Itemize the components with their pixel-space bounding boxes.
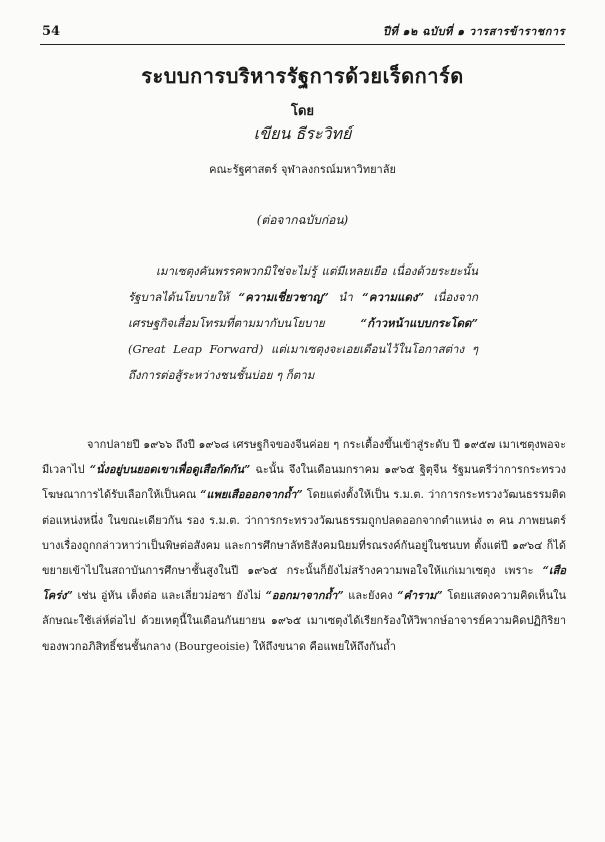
quoted-phrase: “ความแดง” [362, 290, 425, 304]
body-text: โดยแสดงความคิดเห็นในลักษณะใช้เล่ห์ต่อไป ด้วยเหตุนี้ในเดือนกันยายน ๑๙๖๕ เมาเซตุงได้เรียกร้องให้วิพากษ์อาจารย์ความคิดปฏิกิริยาของพวกอภิสิทธิ์ชนชั้นกลาง [42, 589, 567, 653]
epigraph-text: เนื่องจากเศรษฐกิจเสื่อมโทรมที่ตามมากับนโยบาย [128, 290, 479, 330]
english-term: (Great Leap Forward) [128, 342, 264, 356]
epigraph-text: แต่เมาเซตุงจะเอยเดือนไว้ในโอกาสต่าง ๆ ถึงการต่อสู้ระหว่างชนชั้นบ่อย ๆ ก็ตาม [128, 342, 478, 382]
article-title: ระบบการบริหารรัฐการด้วยเร็ดการ์ด [141, 64, 464, 88]
epigraph-text: เมาเซตุงคันพรรคพวกมิใช่จะไม่รู้ แต่มีเหลยเยือ เนื่องด้วยระยะนั้น รัฐบาลได้นโยบายให้ [128, 264, 478, 304]
english-term: (Bourgeoisie) [174, 639, 250, 653]
page-header [42, 22, 565, 40]
body-text: โดยแต่งตั้งให้เป็น ร.ม.ต. ว่าการกระทรวงวัฒนธรรมติดต่อแหน่งหนึ่ง ในขณะเดียวกัน รอง ร.ม.ต. ว่าการกระทรวงวัฒนธรรมถูกปลดออกจากตำแหน่ง ๓ คน ภาพยนตร์บางเรื่องถูกกล่าวหาว่าเป็นพิษต่อสังคม และการศึกษาลัทธิสังคมนิยมที่รณรงค์กันอยู่ในชนบท ตั้งแต่ปี ๑๙๖๔ ก็ได้ขยายเข้าไปในสถาบันการศึกษาชั้นสูงในปี ๑๙๖๕ กระนั้นก็ยังไม่สร้างความพอใจให้แก่เมาเซตุง เพราะ [42, 488, 567, 578]
running-head: ปีที่ ๑๒ ฉบับที่ ๑ วารสารข้าราชการ [382, 25, 565, 38]
body-paragraph [42, 432, 566, 659]
author-name: เขียน ธีระวิทย์ [253, 124, 352, 143]
body-text: ให้ถึงขนาด คือแพยให้ถึงกันถ้ำ [253, 639, 396, 653]
quoted-phrase: “เสือโคร่ง” [42, 564, 567, 603]
quoted-phrase: “คำราม” [397, 589, 443, 603]
quoted-phrase: “ก้าวหน้าแบบกระโดด” [360, 316, 478, 330]
quoted-phrase: “แพยเสือออกจากถ้ำ” [200, 488, 303, 502]
quoted-phrase: “นั่งอยู่บนยอดเขาเพื่อดูเสือกัดกัน” [89, 463, 251, 477]
epigraph-paragraph [128, 258, 478, 388]
body-text: เช่น อู่หัน เต็งต่อ และเลี่ยวม่อซา ยังไม่ [77, 589, 261, 603]
header-rule [40, 44, 565, 45]
continued-note: (ต่อจากฉบับก่อน) [256, 213, 349, 227]
byline-label: โดย [290, 104, 315, 119]
author-affiliation: คณะรัฐศาสตร์ จุฬาลงกรณ์มหาวิทยาลัย [209, 163, 396, 176]
body-text: และยังคง [348, 589, 393, 603]
quoted-phrase: “ความเชี่ยวชาญ” [238, 290, 329, 304]
epigraph-text: นำ [338, 290, 353, 304]
body-text: ฉะนั้น จึงในเดือนมกราคม ๑๙๖๕ ฐิตุจีน รัฐมนตรีว่าการกระทรวงโฆษณาการได้รับเลือกให้เป็นคณ [42, 463, 567, 502]
quoted-phrase: “ออกมาจากถ้ำ” [265, 589, 344, 603]
body-text: จากปลายปี ๑๙๖๖ ถึงปี ๑๙๖๘ เศรษฐกิจของจีนค่อย ๆ กระเตื้องขึ้นเข้าสู่ระดับ ปี ๑๙๕๗ เมาเซตุงพอจะมีเวลาไป [42, 438, 566, 477]
page-number: 54 [42, 24, 61, 39]
